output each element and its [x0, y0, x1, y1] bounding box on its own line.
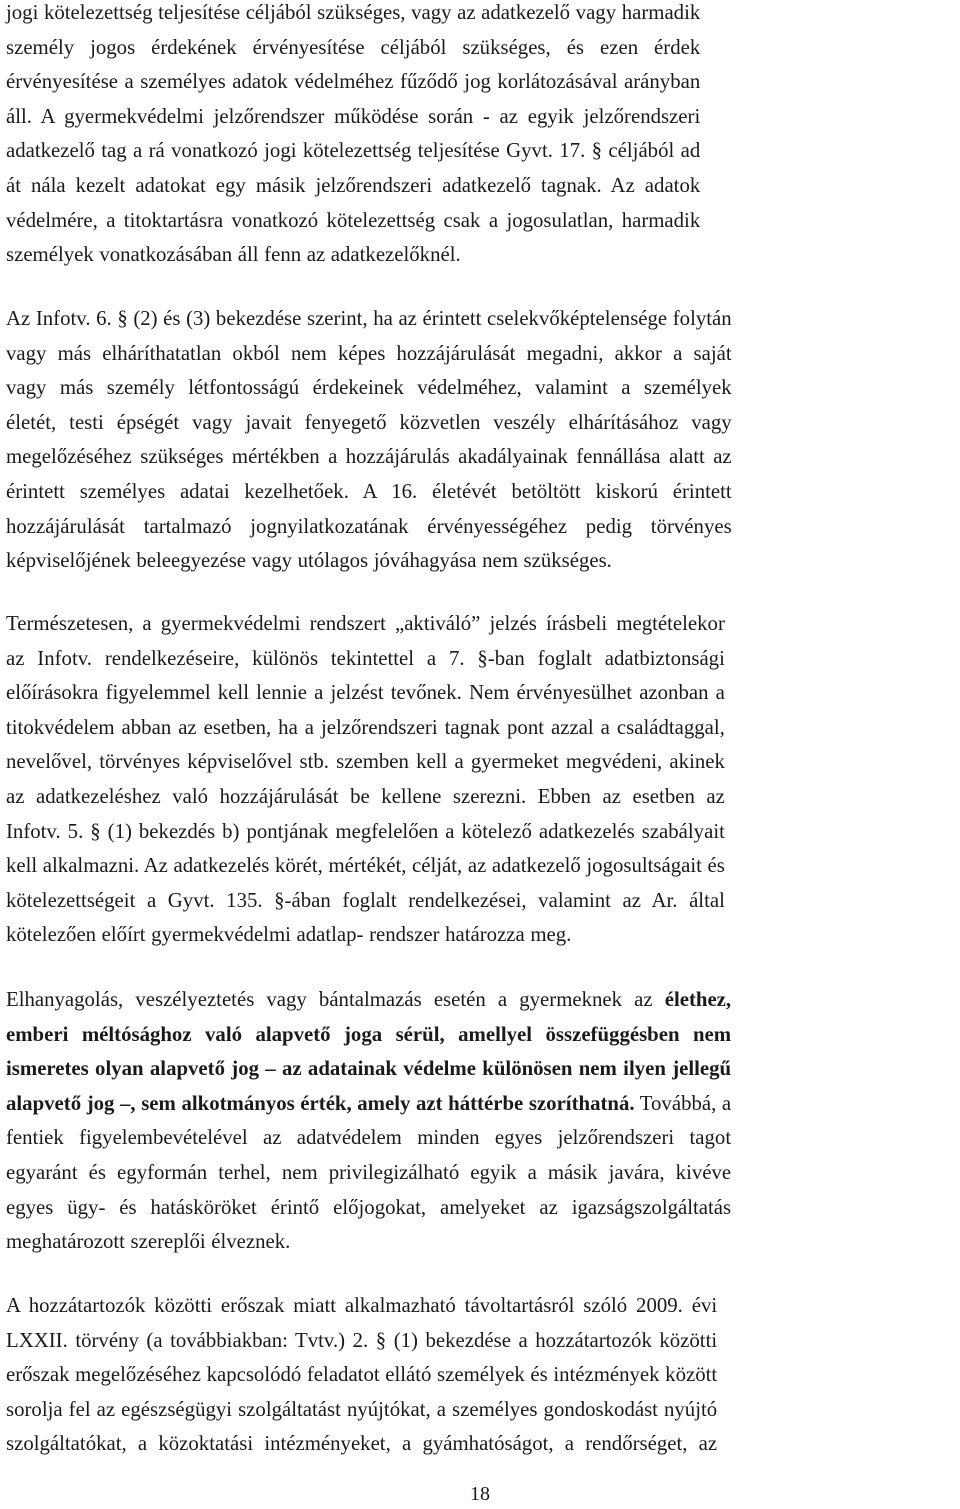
text-line: A hozzátartozók közötti erőszak miatt alkalmazható távoltartásról szóló 2009. évi	[6, 1294, 718, 1317]
text-line: Természetesen, a gyermekvédelmi rendszert „aktiváló” jelzés írásbeli megtételekor	[6, 612, 725, 635]
text-line: kell alkalmazni. Az adatkezelés körét, mértékét, célját, az adatkezelő jogosultságait és	[6, 854, 725, 878]
page-number: 18	[470, 1483, 490, 1505]
text-line	[6, 983, 731, 1018]
paragraph-fundamental-rights	[6, 983, 731, 1260]
paragraph-tvtv	[6, 1289, 717, 1462]
paragraph-data-processing-legal-basis	[6, 0, 700, 273]
text-line: védelmére, a titoktartásra vonatkozó kötelezettség csak a jogosulatlan, harmadik	[6, 208, 701, 232]
text-line: adatkezelő tag a rá vonatkozó jogi kötelezettség teljesítése Gyvt. 17. § céljából ad	[6, 139, 701, 163]
text-line: életét, testi épségét vagy javait fenyegető közvetlen veszély elhárításához vagy	[6, 410, 732, 434]
text-line: LXXII. törvény (a továbbiakban: Tvtv.) 2. § (1) bekezdése a hozzátartozók közötti	[6, 1328, 718, 1352]
paragraph-child-protection-signal	[6, 607, 725, 953]
text-line: át nála kezelt adatokat egy másik jelzőrendszeri adatkezelő tagnak. Az adatok	[6, 173, 701, 197]
text-line: kötelezően előírt gyermekvédelmi adatlap- rendszer határozza meg.	[6, 923, 572, 947]
text-line	[6, 1018, 731, 1053]
text-span: Elhanyagolás, veszélyeztetés vagy bántalmazás esetén a gyermeknek az	[6, 988, 665, 1011]
emphasis-text: alapvető jog –, sem alkotmányos érték, amely azt háttérbe szoríthatná.	[6, 1091, 635, 1115]
text-line: titokvédelem abban az esetben, ha a jelzőrendszeri tagnak pont azzal a családtaggal,	[6, 715, 725, 739]
text-line: személyek vonatkozásában áll fenn az adatkezelőknél.	[6, 243, 461, 267]
text-line: hozzájárulását tartalmazó jognyilatkozatának érvényességéhez pedig törvényes	[6, 514, 732, 538]
emphasis-text: ismeretes olyan alapvető jog – az adatainak védelme különösen nem ilyen jellegű	[6, 1057, 732, 1081]
text-line: nevelővel, törvényes képviselővel stb. szemben kell a gyermeket megvédeni, akinek	[6, 750, 725, 774]
text-line: az Infotv. rendelkezéseire, különös tekintettel a 7. §-ban foglalt adatbiztonsági	[6, 646, 725, 670]
text-line: sorolja fel az egészségügyi szolgáltatást nyújtókat, a személyes gondoskodást nyújtó	[6, 1397, 718, 1421]
text-line: szolgáltatókat, a közoktatási intézményeket, a gyámhatóságot, a rendőrséget, az	[6, 1432, 718, 1456]
text-line: érvényesítése a személyes adatok védelméhez fűződő jog korlátozásával arányban	[6, 70, 701, 94]
text-line: az adatkezeléshez való hozzájárulását be kellene szerezni. Ebben az esetben az	[6, 784, 725, 808]
emphasis-text: emberi méltósághoz való alapvető joga sérül, amellyel összefüggésben nem	[6, 1022, 732, 1046]
text-line: Infotv. 5. § (1) bekezdés b) pontjának megfelelően a kötelező adatkezelés szabályait	[6, 819, 725, 843]
paragraph-infotv-6	[6, 302, 732, 579]
text-line: Az Infotv. 6. § (2) és (3) bekezdése szerint, ha az érintett cselekvőképtelensége folytán	[6, 307, 732, 330]
text-line: fentiek figyelembevételével az adatvédelem minden egyes jelzőrendszeri tagot	[6, 1126, 732, 1150]
emphasis-text: élethez,	[664, 988, 732, 1011]
text-line: erőszak megelőzéséhez kapcsolódó feladatot ellátó személyek és intézmények között	[6, 1363, 718, 1387]
text-line: meghatározott szereplői élveznek.	[6, 1230, 291, 1254]
text-line: egyes ügy- és hatásköröket érintő előjogokat, amelyeket az igazságszolgáltatás	[6, 1195, 732, 1219]
text-line: előírásokra figyelemmel kell lennie a jelzést tevőnek. Nem érvényesülhet azonban a	[6, 681, 725, 705]
text-line: kötelezettségeit a Gyvt. 135. §-ában foglalt rendelkezései, valamint az Ar. által	[6, 888, 725, 912]
text-line: vagy más elháríthatatlan okból nem képes hozzájárulását megadni, akkor a saját	[6, 341, 732, 365]
text-line: jogi kötelezettség teljesítése céljából szükséges, vagy az adatkezelő vagy harmadik	[6, 1, 701, 24]
text-line	[6, 1087, 731, 1122]
text-line	[6, 1052, 731, 1087]
text-line: érintett személyes adatai kezelhetőek. A 16. életévét betöltött kiskorú érintett	[6, 479, 732, 503]
text-line: áll. A gyermekvédelmi jelzőrendszer működése során - az egyik jelzőrendszeri	[6, 104, 701, 128]
text-line: megelőzéséhez szükséges mértékben a hozzájárulás akadályainak fennállása alatt az	[6, 445, 732, 469]
text-line: képviselőjének beleegyezése vagy utólagos jóváhagyása nem szükséges.	[6, 549, 612, 573]
text-line: személy jogos érdekének érvényesítése céljából szükséges, és ezen érdek	[6, 35, 701, 59]
text-line: egyaránt és egyformán terhel, nem privilegizálható egyik a másik javára, kivéve	[6, 1160, 732, 1184]
text-line: vagy más személy létfontosságú érdekeinek védelméhez, valamint a személyek	[6, 376, 732, 400]
text-span: Továbbá, a	[634, 1091, 732, 1115]
